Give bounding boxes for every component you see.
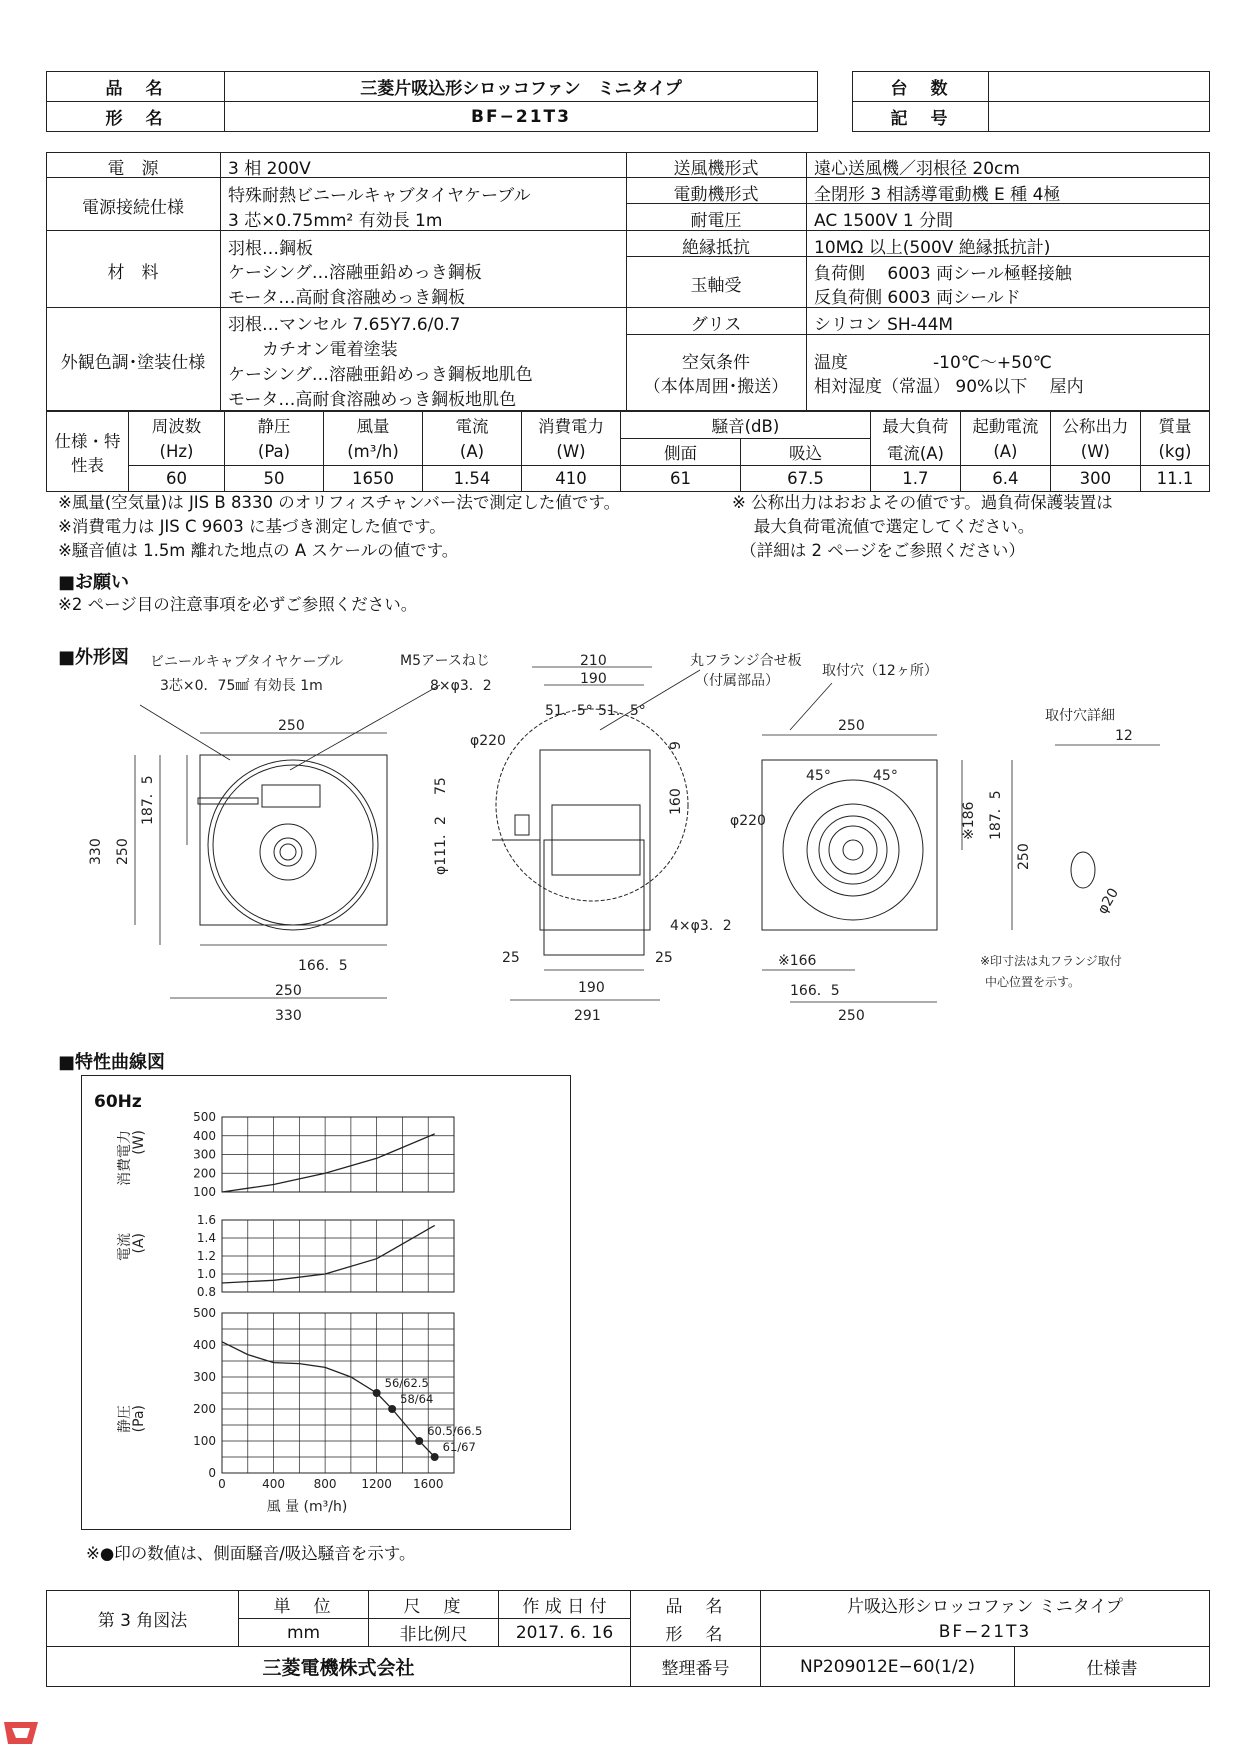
dim: 45° [873,768,898,784]
date-value: 2017. 6. 16 [499,1619,631,1647]
spec-value: 負荷側 6003 両シール極軽接触 [814,264,1072,284]
perf-unit: (Pa) [225,439,324,466]
drawing-method: 第 3 角図法 [47,1591,239,1647]
perf-value: 50 [225,466,324,492]
hinmei-label: 品 名 [47,72,225,102]
scale-label: 尺 度 [369,1591,499,1619]
dim: 330 [88,838,104,865]
y-tick-label: 1.0 [196,1267,216,1281]
spec-right-col [806,152,807,411]
data-point [415,1437,423,1445]
current-unit: (A) [131,1233,147,1254]
header-right-table [852,71,1210,132]
spec-label: 電動機形式 [673,185,759,205]
characteristic-chart [81,1075,571,1530]
spec-value: 羽根…マンセル 7.65Y7.6/0.7 [228,315,461,335]
power-label: 消費電力 [117,1130,133,1186]
header-table [46,71,818,132]
y-tick-label: 500 [193,1110,216,1124]
y-tick-label: 200 [193,1166,216,1181]
y-tick-label: 0 [208,1466,216,1480]
freq-label: 60Hz [94,1092,142,1112]
note-line: ※風量(空気量)は JIS B 8330 のオリフィスチャンバー法で測定した値です。 [58,493,621,512]
cable-label: ビニールキャブタイヤケーブル [150,654,344,670]
katamei-label: 形 名 [631,1619,761,1647]
spec-value: ケーシング…溶融亜鉛めっき鋼板地肌色 [228,365,533,385]
perf-value: 1.7 [870,466,960,492]
hinmei-label: 品 名 [631,1591,761,1619]
perf-header: 騒音(dB) [621,412,871,439]
footnote: ※印寸法は丸フランジ取付 [980,954,1122,968]
perf-value: 410 [522,466,621,492]
model-name: BF−21T3 [225,102,818,132]
seiri-value: NP209012E−60(1/2) [761,1647,1015,1687]
dim: 250 [838,718,865,734]
dim: 291 [574,1008,601,1024]
perf-header: 周波数 [129,412,225,439]
y-tick-label: 1.2 [196,1249,216,1263]
spec-label: （本体周囲･搬送） [643,377,789,397]
sp-label: 静圧 [117,1405,133,1433]
note-line: ※ 公称出力はおおよその値です。過負荷保護装置は [732,493,1113,512]
spec-value: 羽根…鋼板 [228,239,313,259]
dim: φ220 [470,733,506,749]
dim: 187．5 [988,790,1004,840]
dim: 250 [838,1008,865,1024]
spec-value: AC 1500V 1 分間 [814,211,954,231]
performance-table [46,411,1210,492]
dim: φ220 [730,813,766,829]
perf-value: 60 [129,466,225,492]
hole-detail-label: 取付穴詳細 [1045,708,1115,724]
spec-value: シリコン SH-44M [814,315,954,335]
hole-label: 取付穴（12ヶ所） [822,663,938,679]
dim: 330 [275,1008,302,1024]
dim: 75 [433,777,449,795]
hole-spec: 4×φ3．2 [670,918,732,934]
dim: 12 [1115,728,1133,744]
perf-label: 仕様・特性表 [47,412,129,492]
perf-unit: (A) [960,439,1050,466]
spec-label: 材 料 [107,263,159,283]
spec-label: 空気条件 [682,353,750,373]
dim: 250 [1016,843,1032,870]
seiri-label: 整理番号 [631,1647,761,1687]
perf-header: 風量 [324,412,423,439]
spec-value: モータ…高耐食溶融めっき鋼板地肌色 [228,390,517,410]
data-label: 58/64 [400,1392,434,1406]
y-tick-label: 1.6 [196,1213,216,1227]
spec-label: グリス [690,315,742,335]
outline-drawing [0,640,1240,1040]
y-tick-label: 1.4 [196,1231,216,1245]
dim: 160 [668,788,684,815]
perf-header: 質量 [1140,412,1209,439]
data-point [431,1453,439,1461]
dim: 166．5 [298,958,348,974]
note-line: （詳細は 2 ページをご参照ください） [732,541,1025,560]
data-point [373,1389,381,1397]
spec-value: 10MΩ 以上(500V 絶縁抵抗計) [814,238,1051,258]
footer-table [46,1590,1210,1687]
spec-value: 遠心送風機／羽根径 20cm [814,159,1020,179]
curve-title: ■特性曲線図 [58,1052,166,1073]
spec-value: 3 芯×0.75mm² 有効長 1m [228,211,443,231]
x-tick-label: 1600 [412,1477,444,1491]
spec-value: 特殊耐熱ビニールキャブタイヤケーブル [228,186,531,206]
series-line [222,1134,435,1192]
rear-casing [762,760,937,930]
curve-note: ※●印の数値は、側面騒音/吸込騒音を示す。 [86,1544,416,1563]
y-tick-label: 200 [193,1402,216,1416]
dim: 51．5° [545,703,593,719]
spec-value: 温度 -10℃〜+50℃ [814,353,1052,373]
perf-value: 300 [1050,466,1140,492]
notes-left [58,491,620,563]
kigo-value[interactable] [989,102,1210,132]
unit-value: mm [239,1619,369,1647]
dim: 210 [580,653,607,669]
spec-value: 相対湿度（常温） 90%以下 屋内 [814,377,1084,397]
sp-unit: (Pa) [131,1405,147,1433]
date-label: 作 成 日 付 [499,1591,631,1619]
product-name: 三菱片吸込形シロッコファン ミニタイプ [225,72,818,102]
x-axis-label: 風 量 (m³/h) [266,1499,348,1515]
dim: ※166 [778,953,817,969]
series-line [222,1225,435,1283]
spec-value: ケーシング…溶融亜鉛めっき鋼板 [228,263,482,283]
onegai-text: ※2 ページ目の注意事項を必ずご参照ください。 [58,595,418,614]
doc-type: 仕様書 [1015,1647,1210,1687]
data-label: 56/62.5 [384,1376,429,1390]
spec-label: 絶縁抵抗 [682,238,750,258]
drawing-title: ■外形図 [58,647,130,668]
terminal-box [262,785,320,807]
perf-header: 消費電力 [522,412,621,439]
daisu-value[interactable] [989,72,1210,102]
company-name: 三菱電機株式会社 [47,1647,631,1687]
spec-label: 送風機形式 [673,159,759,179]
dim: 25 [502,950,520,966]
cable-spec: 3芯×0．75㎟ 有効長 1m [160,678,323,694]
dim: φ111．2 [433,816,449,875]
unit-label: 単 位 [239,1591,369,1619]
dim: 190 [580,671,607,687]
spec-label: 耐電圧 [690,211,742,231]
current-label: 電流 [117,1233,133,1261]
power-unit: (W) [131,1130,147,1155]
scale-value: 非比例尺 [369,1619,499,1647]
spec-label: 玉軸受 [690,276,742,296]
spec-value: 3 相 200V [228,159,311,179]
y-tick-label: 0.8 [196,1285,216,1299]
flange-note: （付属部品） [695,673,779,689]
spec-value: 全閉形 3 相誘導電動機 E 種 4極 [814,185,1061,205]
dim: 51．5° [598,703,646,719]
perf-header: 電流 [423,412,522,439]
x-tick-label: 1200 [361,1477,392,1491]
perf-unit: (A) [423,439,522,466]
data-label: 60.5/66.5 [427,1424,483,1438]
dim: 25 [655,950,673,966]
earth-label: M5アースねじ [400,653,490,669]
y-tick-label: 400 [193,1128,216,1143]
dim: φ20 [1094,885,1122,917]
perf-unit: (kg) [1140,439,1209,466]
spec-label: 電 源 [107,159,159,179]
perf-value: 61 [621,466,741,492]
spec-value: カチオン電着塗装 [228,340,398,360]
y-tick-label: 300 [193,1370,216,1384]
y-tick-label: 400 [193,1338,216,1352]
spec-label: 外観色調･塗装仕様 [60,353,206,373]
y-tick-label: 100 [193,1185,216,1199]
data-label: 61/67 [442,1440,476,1454]
note-line: ※騒音値は 1.5m 離れた地点の A スケールの値です。 [58,541,459,560]
perf-value: 1.54 [423,466,522,492]
spec-left-col [220,152,221,411]
footnote: 中心位置を示す。 [985,975,1081,989]
dim: ※186 [961,801,977,840]
y-tick-label: 100 [193,1434,216,1448]
dim: 45° [806,768,831,784]
footer-model: BF−21T3 [761,1619,1210,1647]
perf-header: 最大負荷 [870,412,960,439]
perf-unit: (m³/h) [324,439,423,466]
katamei-label: 形 名 [47,102,225,132]
flange-label: 丸フランジ合せ板 [690,653,802,669]
x-tick-label: 400 [262,1477,286,1491]
hole-spec: 8×φ3．2 [430,678,492,694]
daisu-label: 台 数 [853,72,989,102]
perf-unit: (Hz) [129,439,225,466]
y-tick-label: 500 [193,1306,216,1320]
perf-header: 起動電流 [960,412,1050,439]
onegai-title: ■お願い [58,572,130,593]
spec-label: 電源接続仕様 [82,198,184,218]
x-tick-label: 800 [313,1477,337,1491]
dim: 250 [115,838,131,865]
spec-value: 反負荷側 6003 両シールド [814,288,1021,308]
perf-unit: 側面 [621,439,741,466]
dim: 250 [278,718,305,734]
perf-unit: 吸込 [741,439,871,466]
data-point [388,1405,396,1413]
note-line: ※消費電力は JIS C 9603 に基づき測定した値です。 [58,517,446,536]
corner-logo-icon [2,1718,42,1750]
perf-unit: (W) [1050,439,1140,466]
dim: 250 [275,983,302,999]
perf-header: 静圧 [225,412,324,439]
dim: 187．5 [140,775,156,825]
x-tick-label: 0 [218,1477,226,1491]
perf-unit: 電流(A) [870,439,960,466]
y-tick-label: 300 [193,1147,216,1162]
dim: 190 [578,980,605,996]
kigo-label: 記 号 [853,102,989,132]
note-line: 最大負荷電流値で選定してください。 [732,517,1035,536]
perf-unit: (W) [522,439,621,466]
perf-value: 1650 [324,466,423,492]
perf-value: 6.4 [960,466,1050,492]
dim: 166．5 [790,983,840,999]
perf-header: 公称出力 [1050,412,1140,439]
perf-value: 67.5 [741,466,871,492]
notes-right [732,491,1113,563]
spec-value: モータ…高耐食溶融めっき鋼板 [228,288,466,308]
perf-value: 11.1 [1140,466,1209,492]
footer-product: 片吸込形シロッコファン ミニタイプ [761,1591,1210,1619]
dim: 9 [668,741,684,750]
